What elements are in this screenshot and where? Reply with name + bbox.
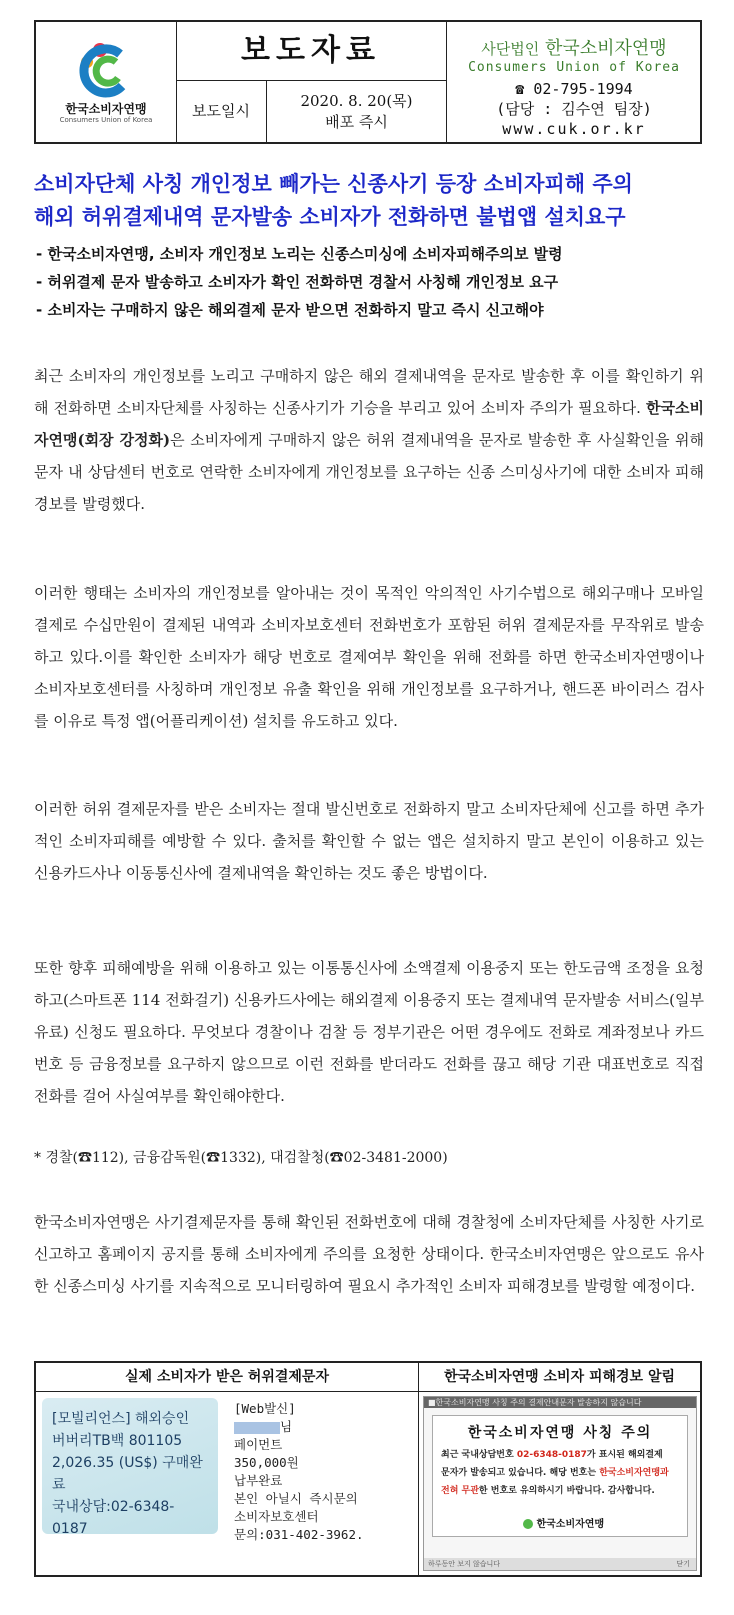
title-cell [176, 22, 447, 81]
msg-line: 350,000원 [234, 1455, 299, 1470]
redacted-name [234, 1422, 280, 1434]
logo-sub: Consumers Union of Korea [59, 116, 153, 124]
logo-name: 한국소비자연맹 [65, 102, 147, 116]
date-label-cell [176, 80, 267, 142]
warning-text-part: 가 표시된 해외결제 [586, 1450, 663, 1460]
evidence-table [34, 1361, 702, 1577]
paragraph-5: 한국소비자연맹은 사기결제문자를 통해 확인된 전화번호에 대해 경찰청에 소비자단체를 사칭한 사기로 신고하고 홈페이지 공지를 통해 소비자에게 주의를 요청한 상태이다. 한국소비자연맹은 앞으로도 유사한 신종스미싱 사기를 지속적으로 모니터링하여 필요시 추가적인 소비자 피해경보를 발령할 예정이다. [34, 1213, 704, 1295]
fake-message-text [234, 1400, 414, 1544]
right-table-header: 한국소비자연맹 소비자 피해경보 알림 [419, 1363, 700, 1392]
left-table-header: 실제 소비자가 받은 허위결제문자 [36, 1363, 419, 1392]
warning-text-part: 한 번호로 유의하시기 바랍니다. 감사합니다. [478, 1486, 655, 1496]
sms-line: 버버리TB백 801105 [52, 1433, 183, 1449]
warning-title: 한국소비자연맹 사칭 주의 [467, 1425, 653, 1441]
msg-line: 납부완료 [234, 1473, 283, 1488]
org-website[interactable]: www.cuk.or.kr [502, 120, 646, 138]
sms-line: 국내상담:02-6348-0187 [52, 1499, 175, 1537]
emergency-numbers-note: * 경찰(☎112), 금융감독원(☎1332), 대검찰청(☎02-3481-2000) [34, 1150, 448, 1166]
msg-line: 페이먼트 [234, 1437, 283, 1452]
headline-line: 소비자단체 사칭 개인정보 빼가는 신종사기 등장 소비자피해 주의 [34, 172, 633, 196]
warning-popup [423, 1396, 697, 1571]
msg-line: 문의:031-402-3962. [234, 1527, 364, 1542]
consumer-union-logo-icon [76, 40, 136, 98]
header-table [34, 20, 702, 144]
subheading: - 허위결제 문자 발송하고 소비자가 확인 전화하면 경찰서 사칭해 개인정보 요구 [36, 273, 559, 291]
paragraph-3: 이러한 허위 결제문자를 받은 소비자는 절대 발신번호로 전화하지 말고 소비자단체에 신고를 하면 추가적인 소비자피해를 예방할 수 있다. 출처를 확인할 수 없는 앱은 설치하지 말고 본인이 이용하고 있는 신용카드사나 이동통신사에 결제내역을 확인하는 것도 좋은 방법이다. [34, 800, 704, 882]
paragraph-2: 이러한 행태는 소비자의 개인정보를 알아내는 것이 목적인 악의적인 사기수법으로 해외구매나 모바일결제로 수십만원이 결제된 내역과 소비자보호센터 전화번호가 포함된 허위 결제문자를 무작위로 발송하고 있다.이를 확인한 소비자가 해당 번호로 결제여부 확인을 위해 전화를 하면 한국소비자연맹이나 소비자보호센터를 사칭하며 개인정보 유출 확인을 위해 개인정보를 요구하거나, 핸드폰 바이러스 검사를 이유로 특정 앱(어플리케이션) 설치를 유도하고 있다. [34, 584, 704, 730]
release-timing: 배포 즉시 [325, 113, 388, 131]
org-name: 한국소비자연맹 [544, 38, 667, 59]
headline [34, 168, 714, 234]
dont-show-today-link[interactable]: 하루동안 보지 않습니다 [428, 1560, 501, 1568]
warning-notice-cell [419, 1392, 700, 1575]
warning-logo-icon [523, 1519, 533, 1529]
logo-cell [36, 22, 177, 142]
release-date: 2020. 8. 20(목) [300, 92, 413, 110]
msg-line: 님 [280, 1419, 293, 1434]
msg-line-recipient [234, 1418, 414, 1436]
sms-line: [모빌리언스] 해외승인 [52, 1411, 190, 1427]
org-name-line [446, 34, 702, 60]
org-prefix: 사단법인 [481, 40, 540, 58]
warning-popup-body [432, 1415, 688, 1537]
msg-line: [Web발신] [234, 1401, 296, 1416]
subheadings [36, 240, 716, 324]
paragraph-text: 최근 소비자의 개인정보를 노리고 구매하지 않은 해외 결제내역을 문자로 발송한 후 이를 확인하기 위해 전화하면 소비자단체를 사칭하는 신종사기가 기승을 부리고 있어 소비자 주의가 필요하다. [34, 367, 704, 417]
paragraph-text: 은 소비자에게 구매하지 않은 허위 결제내역을 문자로 발송한 후 사실확인을 위해 문자 내 상담센터 번호로 연락한 소비자에게 개인정보를 요구하는 신종 스미싱사기에 대한 소비자 피해경보를 발령했다. [34, 431, 704, 513]
org-cell [446, 22, 702, 142]
warning-text [433, 1442, 687, 1504]
date-label: 보도일시 [192, 102, 250, 120]
fake-sms-cell [36, 1392, 419, 1575]
org-chair-text: 한국소비자연맹(회장 강정화) [34, 399, 704, 449]
sms-line: 2,026.35 (US$) 구매완료 [52, 1455, 203, 1493]
date-cell [267, 80, 447, 142]
fake-sms-image [42, 1398, 218, 1537]
warning-text-part: 한국소비자연맹과 [599, 1468, 669, 1478]
warning-text-part: 문자가 발송되고 있습니다. 해당 번호는 [441, 1468, 600, 1478]
subheading: - 한국소비자연맹, 소비자 개인정보 노리는 신종스미싱에 소비자피해주의보 발령 [36, 245, 563, 263]
warning-phone: 02-6348-0187 [516, 1450, 587, 1460]
subheading: - 소비자는 구매하지 않은 해외결제 문자 받으면 전화하지 말고 즉시 신고해야 [36, 301, 544, 319]
warning-logo [523, 1515, 604, 1530]
org-phone: ☎ 02-795-1994 [515, 80, 633, 98]
msg-line: 소비자보호센터 [234, 1509, 319, 1524]
warning-text-part: 최근 국내상담번호 [441, 1450, 517, 1460]
msg-line: 본인 아닐시 즉시문의 [234, 1491, 358, 1506]
warning-logo-text: 한국소비자연맹 [536, 1519, 605, 1530]
paragraph-1 [34, 360, 704, 520]
headline-line: 해외 허위결제내역 문자발송 소비자가 전화하면 불법앱 설치요구 [34, 205, 626, 229]
page-title: 보도자료 [241, 33, 381, 68]
org-contact-person: (담당 : 김수연 팀장) [496, 100, 652, 118]
warning-popup-bar: ■한국소비자연맹 사칭 주의 결제안내문자 발송하지 않습니다 [424, 1397, 696, 1408]
warning-text-part: 전혀 무관 [441, 1486, 479, 1496]
paragraph-4: 또한 향후 피해예방을 위해 이용하고 있는 이통통신사에 소액결제 이용중지 또는 한도금액 조정을 요청하고(스마트폰 114 전화걸기) 신용카드사에는 해외결제 이용중지 또는 결제내역 문자발송 서비스(일부 유료) 신청도 필요하다. 무엇보다 경찰이나 검찰 등 정부기관은 어떤 경우에도 전화로 계좌정보나 카드번호 등 금융정보를 요구하지 않으므로 이런 전화를 받더라도 전화를 끊고 해당 기관 대표번호로 직접 전화를 걸어 사실여부를 확인해야한다. [34, 959, 704, 1105]
org-name-en: Consumers Union of Korea [468, 60, 680, 75]
close-popup-button[interactable]: 닫기 [676, 1560, 690, 1568]
warning-popup-footer [424, 1558, 696, 1570]
